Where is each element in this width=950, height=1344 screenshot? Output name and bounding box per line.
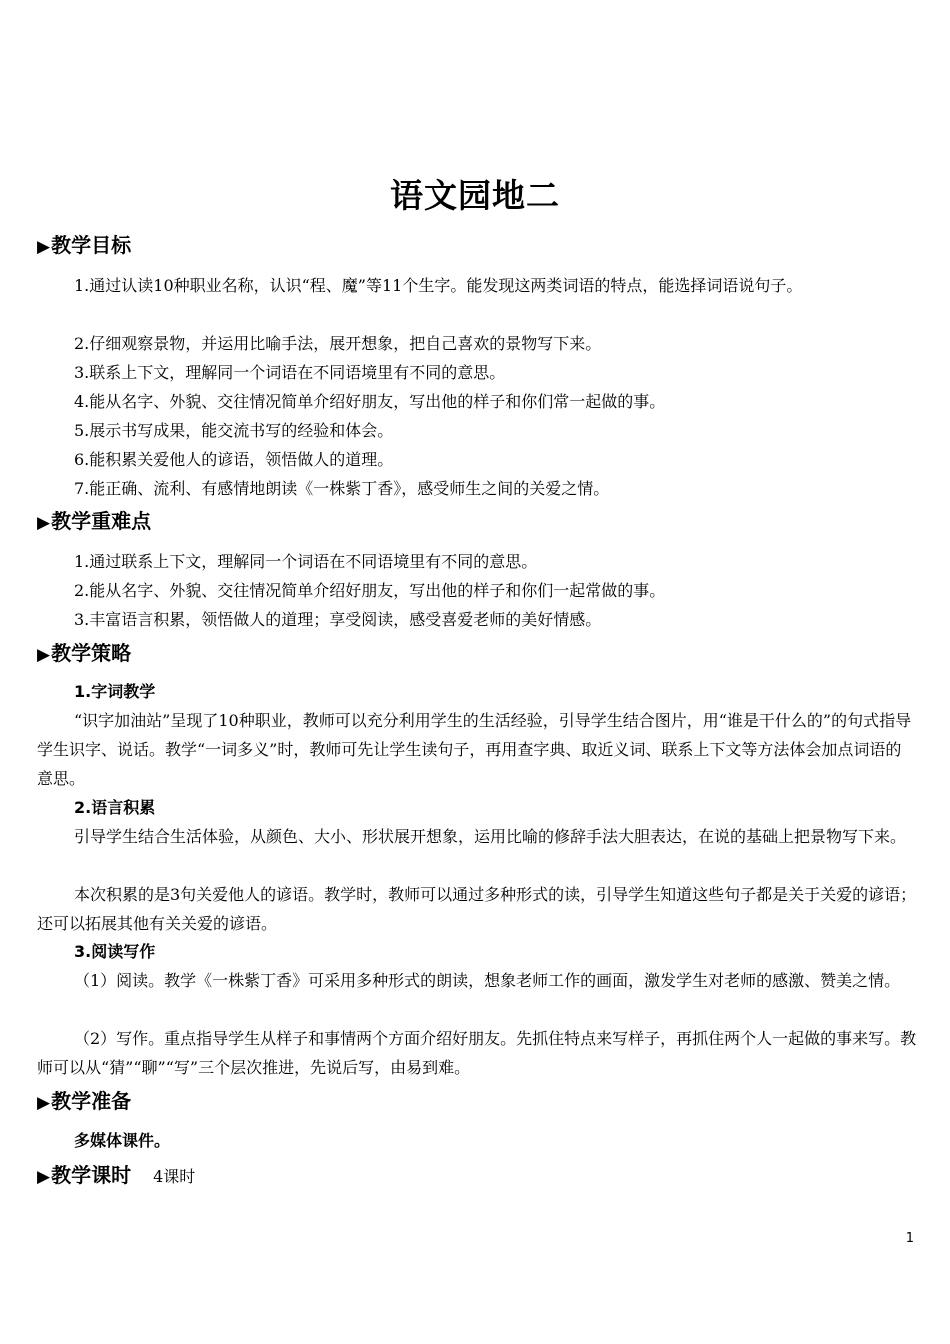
- section-heading-hours: [37, 1161, 195, 1191]
- section-heading-label: 教学课时: [51, 1163, 132, 1187]
- section-heading-label: 教学目标: [51, 233, 132, 257]
- goal-item: 4.能从名字、外貌、交往情况简单介绍好朋友，写出他的样子和你们常一起做的事。: [74, 392, 666, 411]
- goal-item: 5.展示书写成果，能交流书写的经验和体会。: [74, 421, 394, 440]
- goal-item: 6.能积累关爱他人的谚语，领悟做人的道理。: [74, 450, 394, 469]
- difficulty-item: 1.通过联系上下文，理解同一个词语在不同语境里有不同的意思。: [74, 552, 538, 571]
- goal-item: 2.仔细观察景物，并运用比喻手法，展开想象，把自己喜欢的景物写下来。: [74, 334, 602, 353]
- strategy-paragraph: 引导学生结合生活体验，从颜色、大小、形状展开想象，运用比喻的修辞手法大胆表达，在说的基础上把景物写下来。: [74, 827, 907, 846]
- subheading-reading-writing: 3.阅读写作: [74, 942, 156, 961]
- goal-item: 3.联系上下文，理解同一个词语在不同语境里有不同的意思。: [74, 363, 506, 382]
- page-title: 语文园地二: [390, 176, 560, 215]
- section-heading-goals: [37, 231, 131, 261]
- strategy-paragraph: 本次积累的是3句关爱他人的谚语。教学时，教师可以通过多种形式的读，引导学生知道这些句子都是关于关爱的谚语；还可以拓展其他有关关爱的谚语。: [37, 885, 917, 933]
- section-heading-label: 教学策略: [51, 641, 132, 665]
- goal-item: 1.通过认读10种职业名称，认识“程、魔”等11个生字。能发现这两类词语的特点，能选择词语说句子。: [74, 276, 803, 295]
- difficulty-item: 2.能从名字、外貌、交往情况简单介绍好朋友，写出他的样子和你们一起常做的事。: [74, 581, 666, 600]
- triangle-bullet-icon: ▶: [37, 1093, 51, 1113]
- section-heading-label: 教学重难点: [51, 509, 152, 533]
- triangle-bullet-icon: ▶: [37, 513, 51, 533]
- goal-item: 7.能正确、流利、有感情地朗读《一株紫丁香》，感受师生之间的关爱之情。: [74, 479, 610, 498]
- triangle-bullet-icon: ▶: [37, 645, 51, 665]
- strategy-paragraph: （1）阅读。教学《一株紫丁香》可采用多种形式的朗读，想象老师工作的画面，激发学生对老师的感激、赞美之情。: [74, 971, 901, 990]
- triangle-bullet-icon: ▶: [37, 237, 51, 257]
- hours-value: 4课时: [153, 1167, 196, 1186]
- strategy-paragraph: “识字加油站”呈现了10种职业，教师可以充分利用学生的生活经验，引导学生结合图片，用“谁是干什么的”的句式指导学生识字、说话。教学“一词多义”时，教师可先让学生读句子，再用查字典、取近义词、联系上下文等方法体会加点词语的意思。: [37, 711, 912, 788]
- section-heading-difficulties: [37, 507, 151, 537]
- prep-text: 多媒体课件。: [74, 1131, 171, 1150]
- section-heading-strategy: [37, 639, 131, 669]
- strategy-paragraph: （2）写作。重点指导学生从样子和事情两个方面介绍好朋友。先抓住特点来写样子，再抓住两个人一起做的事来写。教师可以从“猜”“聊”“写”三个层次推进，先说后写，由易到难。: [37, 1029, 917, 1077]
- subheading-language-accumulation: 2.语言积累: [74, 798, 156, 817]
- section-heading-prep: [37, 1087, 131, 1117]
- section-heading-label: 教学准备: [51, 1089, 132, 1113]
- page-number: 1: [905, 1231, 914, 1246]
- difficulty-item: 3.丰富语言积累，领悟做人的道理；享受阅读，感受喜爱老师的美好情感。: [74, 610, 602, 629]
- subheading-word-teaching: 1.字词教学: [74, 682, 156, 701]
- triangle-bullet-icon: ▶: [37, 1167, 51, 1187]
